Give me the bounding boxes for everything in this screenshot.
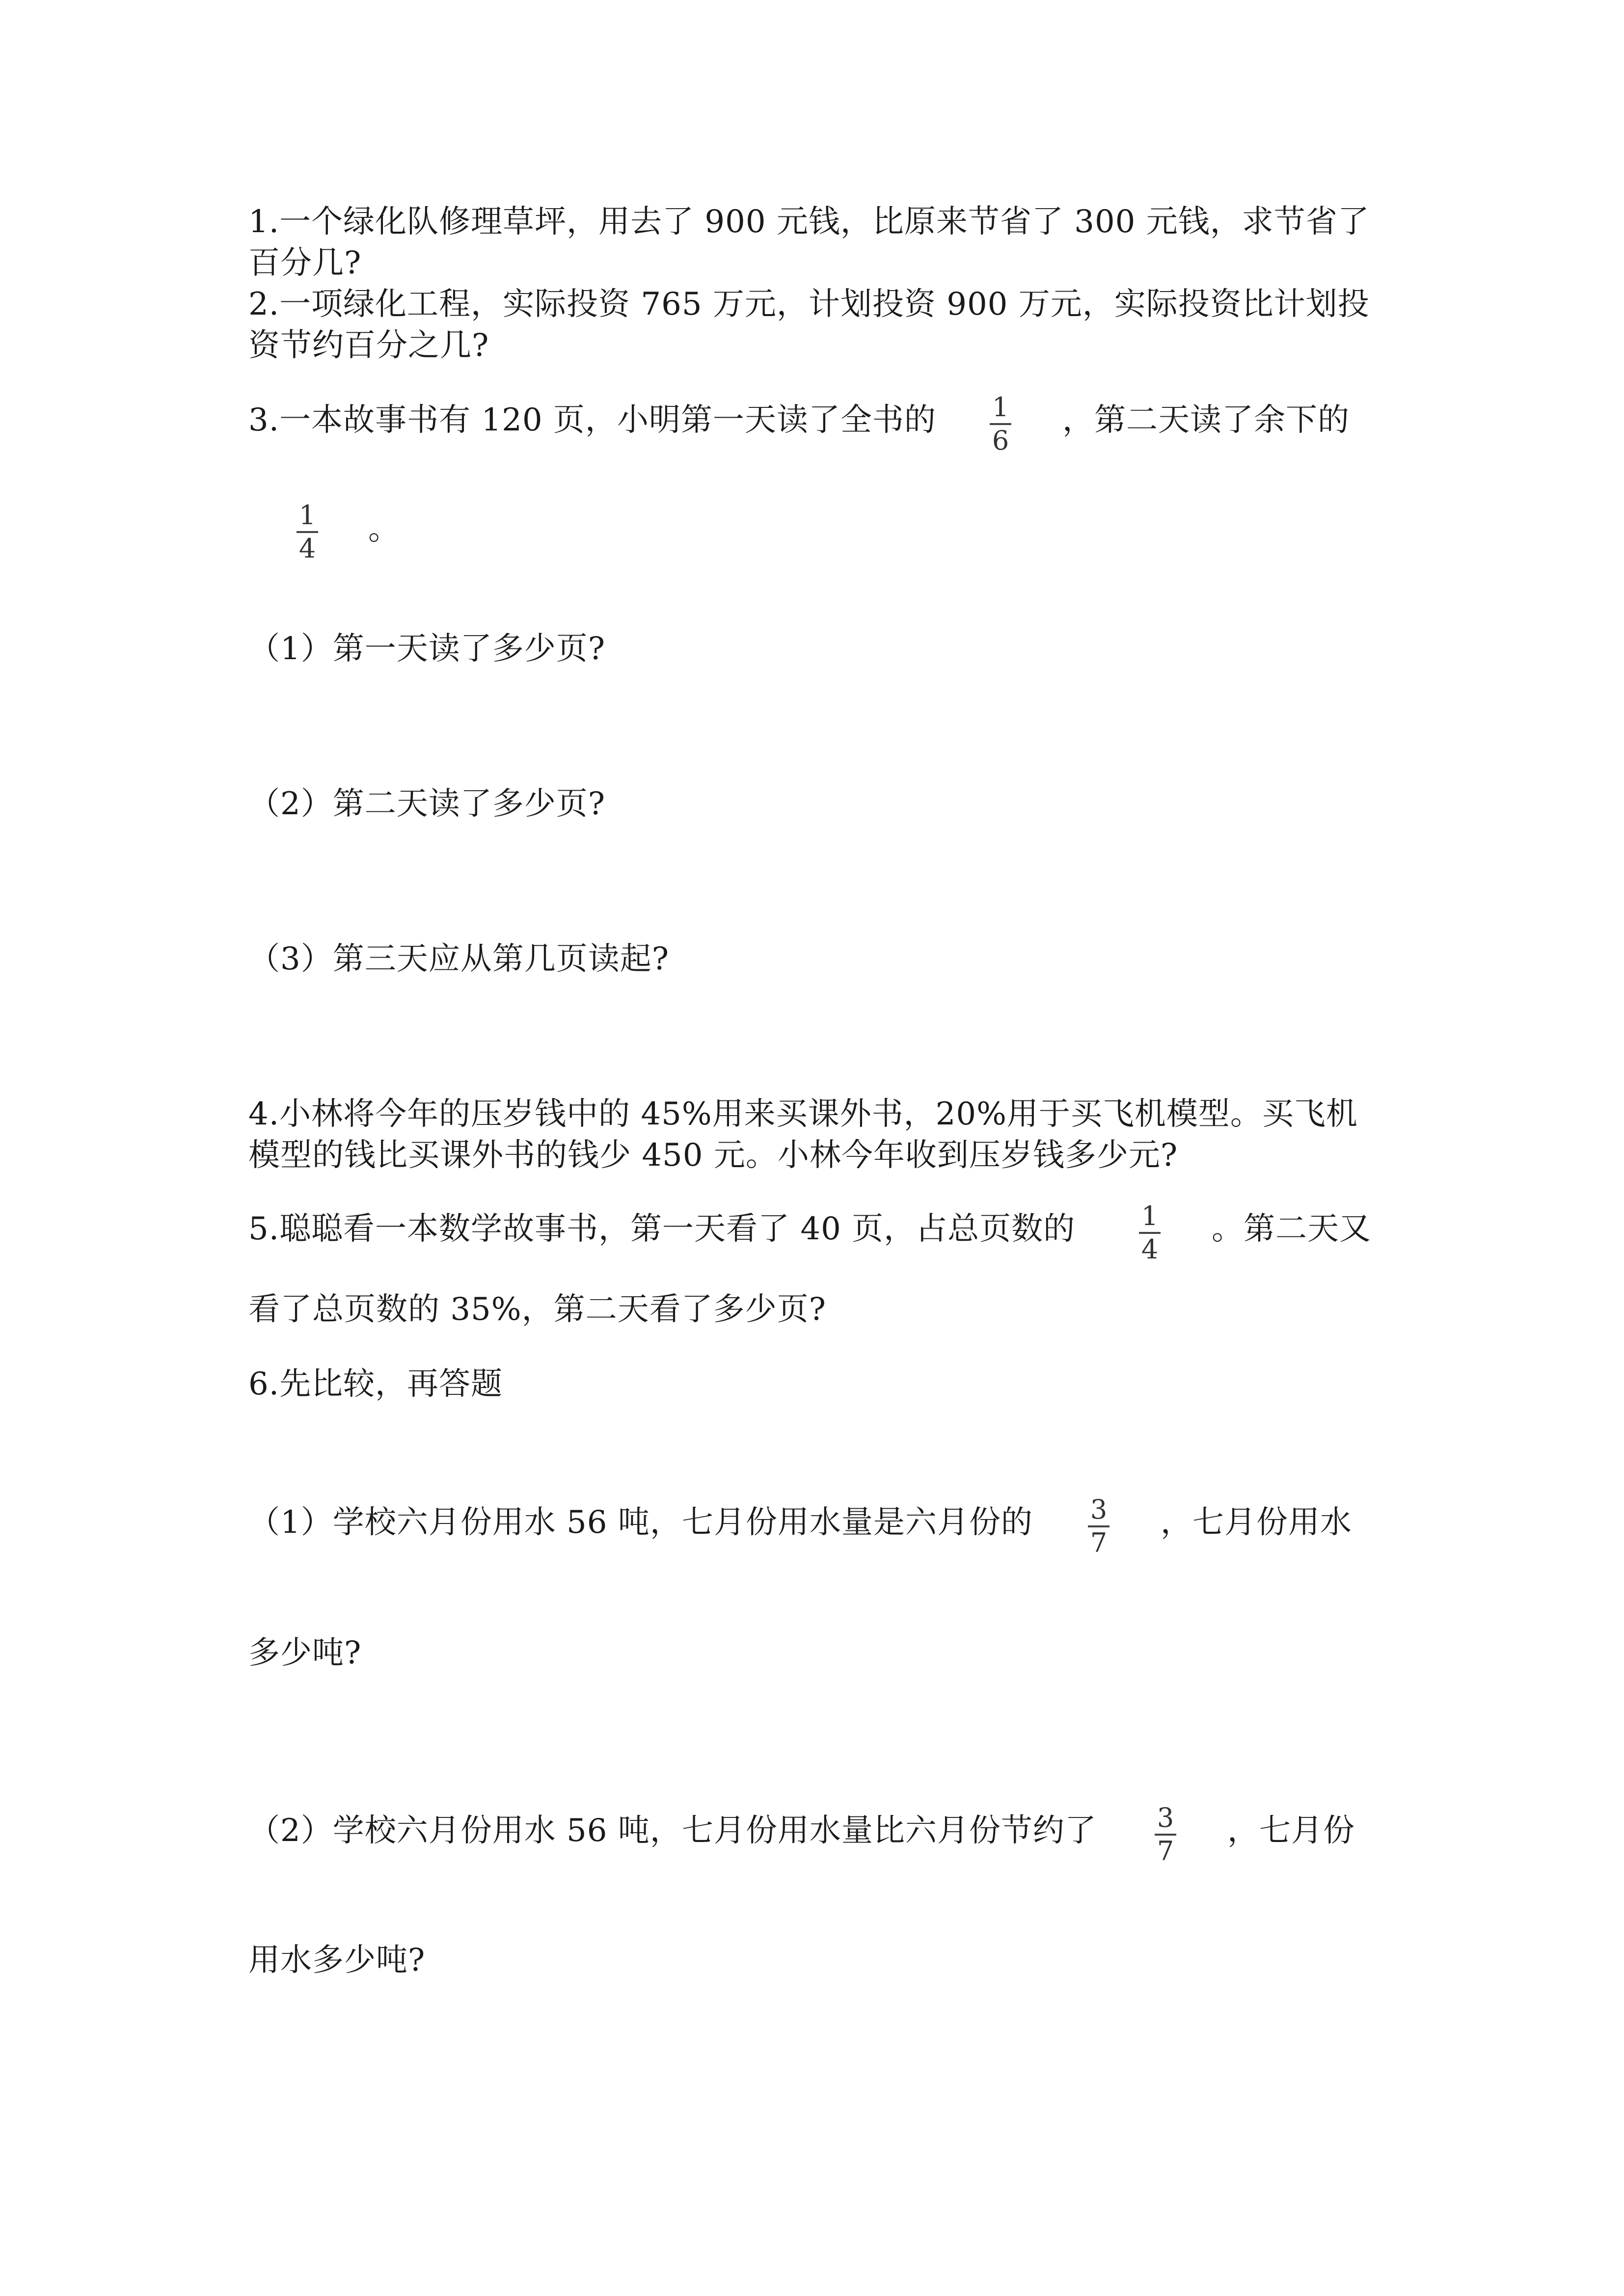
fraction-denominator: 7 bbox=[1090, 1527, 1108, 1558]
problem-1-line-2: 百分几? bbox=[248, 245, 362, 281]
fraction-denominator: 6 bbox=[992, 425, 1009, 456]
problem-6-question-2-text-c: 用水多少吨? bbox=[248, 1942, 426, 1978]
problem-2-line-2: 资节约百分之几? bbox=[248, 327, 489, 364]
problem-6-question-2-text-b: ，七月份 bbox=[1227, 1813, 1355, 1849]
fraction-denominator: 4 bbox=[298, 533, 316, 564]
problem-4-line-2: 模型的钱比买课外书的钱少 450 元。小林今年收到压岁钱多少元? bbox=[248, 1137, 1178, 1174]
problem-3-question-2: （2）第二天读了多少页? bbox=[248, 786, 606, 822]
problem-5-text-b: 。第二天又 bbox=[1212, 1211, 1371, 1247]
fraction-numerator: 3 bbox=[1157, 1802, 1174, 1833]
problem-6-question-2-text-a: （2）学校六月份用水 56 吨，七月份用水量比六月份节约了 bbox=[248, 1813, 1097, 1849]
problem-6-question-1-text-c: 多少吨? bbox=[248, 1635, 362, 1671]
fraction-numerator: 1 bbox=[992, 392, 1009, 423]
fraction-one-quarter bbox=[293, 501, 322, 563]
problem-3-text-c: 。 bbox=[368, 511, 400, 547]
fraction-three-sevenths bbox=[1084, 1495, 1113, 1558]
problem-3-text-a: 3.一本故事书有 120 页，小明第一天读了全书的 bbox=[248, 402, 936, 438]
problem-1-line-1: 1.一个绿化队修理草坪，用去了 900 元钱，比原来节省了 300 元钱，求节省了 bbox=[248, 204, 1370, 240]
fraction-numerator: 3 bbox=[1090, 1494, 1108, 1525]
fraction-one-quarter bbox=[1135, 1201, 1164, 1264]
problem-2-line-1: 2.一项绿化工程，实际投资 765 万元，计划投资 900 万元，实际投资比计划投 bbox=[248, 286, 1370, 322]
problem-4-line-1: 4.小林将今年的压岁钱中的 45%用来买课外书，20%用于买飞机模型。买飞机 bbox=[248, 1096, 1358, 1132]
problem-5-text-a: 5.聪聪看一本数学故事书，第一天看了 40 页，占总页数的 bbox=[248, 1211, 1076, 1247]
fraction-three-sevenths bbox=[1151, 1803, 1180, 1866]
problem-3-question-3: （3）第三天应从第几页读起? bbox=[248, 941, 670, 977]
fraction-denominator: 7 bbox=[1157, 1836, 1174, 1867]
problem-5-line-2: 看了总页数的 35%，第二天看了多少页? bbox=[248, 1291, 826, 1328]
problem-6-question-1-text-a: （1）学校六月份用水 56 吨，七月份用水量是六月份的 bbox=[248, 1504, 1033, 1541]
fraction-denominator: 4 bbox=[1141, 1234, 1159, 1265]
problem-6-question-1-text-b: ，七月份用水 bbox=[1161, 1504, 1352, 1541]
fraction-one-sixth bbox=[986, 393, 1015, 455]
fraction-numerator: 1 bbox=[298, 500, 316, 531]
problem-3-text-b: ，第二天读了余下的 bbox=[1062, 402, 1350, 438]
fraction-numerator: 1 bbox=[1141, 1201, 1159, 1231]
problem-6-title: 6.先比较，再答题 bbox=[248, 1366, 503, 1402]
problem-3-question-1: （1）第一天读了多少页? bbox=[248, 631, 606, 667]
